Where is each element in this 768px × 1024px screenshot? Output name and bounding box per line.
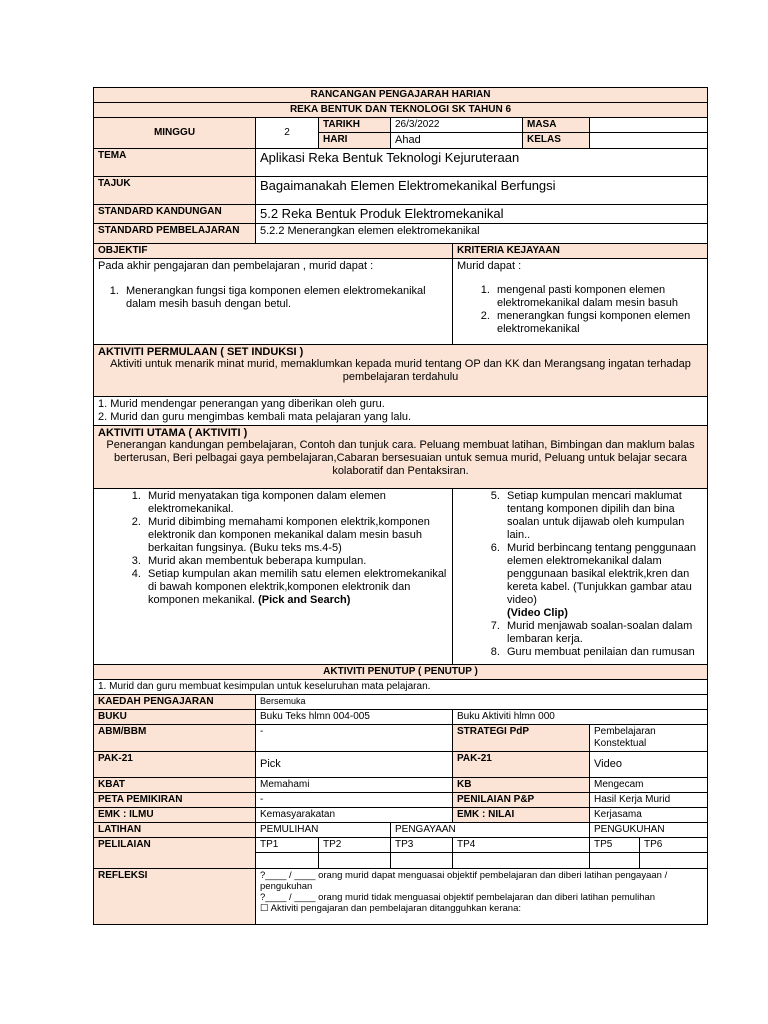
kriteria-intro: Murid dapat :: [457, 260, 522, 272]
utama-item: [503, 542, 703, 620]
sk-label: STANDARD KANDUNGAN: [94, 205, 256, 224]
refleksi-line: [260, 903, 703, 914]
utama-item: 8. Guru membuat penilaian dan rumusan: [503, 646, 703, 659]
abm-label: ABM/BBM: [94, 725, 256, 752]
kelas-label: KELAS: [523, 133, 590, 149]
masa-label: MASA: [523, 118, 590, 133]
sk-value: 5.2 Reka Bentuk Produk Elektromekanikal: [256, 205, 708, 224]
masa-value: [590, 118, 708, 133]
doc-title: RANCANGAN PENGAJARAH HARIAN: [94, 88, 708, 103]
pak21-value-1: Pick: [256, 752, 453, 778]
sp-label: STANDARD PEMBELAJARAN: [94, 224, 256, 244]
penilaian-value: Hasil Kerja Murid: [590, 793, 708, 808]
utama-item: 7. Murid menjawab soalan-soalan dalam lembaran kerja.: [503, 620, 703, 646]
kriteria-item: 1. mengenal pasti komponen elemen elektromekanikal dalam mesin basuh: [493, 284, 703, 310]
pak21-value-2: Video: [590, 752, 708, 778]
objektif-intro: Pada akhir pengajaran dan pembelajaran , murid dapat :: [98, 260, 374, 272]
pak21-label-2: PAK-21: [453, 752, 590, 778]
utama-item-text: Setiap kumpulan akan memilih satu elemen elektromekanikal di bawah komponen elektrik,komponen elektronik dan komponen mekanikal.: [148, 568, 447, 606]
peta-value: -: [256, 793, 453, 808]
utama-item: 1. Murid menyatakan tiga komponen dalam elemen elektromekanikal.: [144, 490, 448, 516]
hari-label: HARI: [319, 133, 391, 149]
strategi-value: Pembelajaran Konstektual: [590, 725, 708, 752]
tp3-label: TP3: [391, 838, 453, 853]
kbat-value: Memahami: [256, 778, 453, 793]
utama-item: 5. Setiap kumpulan mencari maklumat tentang komponen dipilih dan bina soalan untuk dijawab oleh kumpulan lain..: [503, 490, 703, 542]
latihan-pengukuhan: PENGUKUHAN: [590, 823, 708, 838]
utama-desc: Penerangan kandungan pembelajaran, Contoh dan tunjuk cara. Peluang membuat latihan, Bimbingan dan maklum balas berterusan, Beri pelbagai gaya pembelajaran,Cabaran bersesuaian untuk semua murid, Peluang untuk belajar secara kolaboratif dan Pentaksiran.: [106, 439, 695, 477]
minggu-value: 2: [256, 118, 319, 149]
tp5-cell[interactable]: [590, 853, 640, 869]
refleksi-label: REFLEKSI: [94, 869, 256, 925]
utama-left: [94, 489, 453, 665]
kaedah-label: KAEDAH PENGAJARAN: [94, 695, 256, 710]
penilaian-label: PENILAIAN P&P: [453, 793, 590, 808]
objektif-label: OBJEKTIF: [94, 244, 453, 259]
tarikh-value: 26/3/2022: [391, 118, 523, 133]
pelilaian-label: PELILAIAN: [94, 838, 256, 869]
kriteria-cell: [453, 259, 708, 345]
emk-ilmu-label: EMK : ILMU: [94, 808, 256, 823]
tajuk-value: Bagaimanakah Elemen Elektromekanikal Berfungsi: [256, 177, 708, 205]
utama-item: 2. Murid dibimbing memahami komponen elektrik,komponen elektronik dan komponen mekanikal dalam mesin basuh berkaitan fungsinya. (Buku teks ms.4-5): [144, 516, 448, 555]
tajuk-label: TAJUK: [94, 177, 256, 205]
pak21-label-1: PAK-21: [94, 752, 256, 778]
tp1-label: TP1: [256, 838, 319, 853]
permulaan-step: 1. Murid mendengar penerangan yang diberikan oleh guru.: [98, 398, 385, 410]
tema-value: Aplikasi Reka Bentuk Teknologi Kejuruteraan: [256, 149, 708, 177]
refleksi-line: ?____ / ____ orang murid dapat menguasai objektif pembelajaran dan diberi latihan pengayaan / pengukuhan: [260, 870, 668, 892]
objektif-cell: [94, 259, 453, 345]
refleksi-value: [256, 869, 708, 925]
utama-item: 3. Murid akan membentuk beberapa kumpulan.: [144, 555, 448, 568]
buku-value-2: Buku Aktiviti hlmn 000: [453, 710, 708, 725]
buku-value-1: Buku Teks hlmn 004-005: [256, 710, 453, 725]
tp3-cell[interactable]: [391, 853, 453, 869]
permulaan-step: 2. Murid dan guru mengimbas kembali mata pelajaran yang lalu.: [98, 411, 412, 423]
tp1-cell[interactable]: [256, 853, 319, 869]
kaedah-value: Bersemuka: [256, 695, 708, 710]
sp-value: 5.2.2 Menerangkan elemen elektromekanikal: [256, 224, 708, 244]
emk-nilai-label: EMK : NILAI: [453, 808, 590, 823]
utama-item-text: Murid berbincang tentang penggunaan elemen elektromekanikal dalam penggunaan basikal elektrik,kren dan kereta kabel. (Tunjukkan gambar atau video): [507, 542, 696, 606]
kelas-value: [590, 133, 708, 149]
tarikh-label: TARIKH: [319, 118, 391, 133]
tp6-label: TP6: [640, 838, 708, 853]
tp4-label: TP4: [453, 838, 590, 853]
kb-value: Mengecam: [590, 778, 708, 793]
tp4-cell[interactable]: [453, 853, 590, 869]
kb-label: KB: [453, 778, 590, 793]
buku-label: BUKU: [94, 710, 256, 725]
latihan-pengayaan: PENGAYAAN: [391, 823, 590, 838]
emk-nilai-value: Kerjasama: [590, 808, 708, 823]
abm-value: -: [256, 725, 453, 752]
tp5-label: TP5: [590, 838, 640, 853]
utama-item-strategy: (Pick and Search): [258, 594, 351, 606]
penutup-title: AKTIVITI PENUTUP ( PENUTUP ): [94, 665, 708, 680]
objektif-item: 1. Menerangkan fungsi tiga komponen elemen elektromekanikal dalam mesih basuh dengan betul.: [122, 285, 448, 311]
minggu-label: MINGGU: [94, 118, 256, 149]
refleksi-line-text: Aktiviti pengajaran dan pembelajaran ditangguhkan kerana:: [270, 903, 521, 914]
utama-title: AKTIVITI UTAMA ( AKTIVITI ): [98, 427, 248, 439]
peta-label: PETA PEMIKIRAN: [94, 793, 256, 808]
checkbox-icon[interactable]: ☐: [260, 903, 269, 914]
utama-item-strategy: (Video Clip): [507, 607, 568, 619]
tp2-label: TP2: [319, 838, 391, 853]
doc-subtitle: REKA BENTUK DAN TEKNOLOGI SK TAHUN 6: [94, 103, 708, 118]
rph-table: [93, 87, 708, 925]
permulaan-section: [94, 345, 708, 397]
utama-item: [144, 568, 448, 607]
permulaan-desc: Aktiviti untuk menarik minat murid, memaklumkan kepada murid tentang OP dan KK dan Merangsang ingatan terhadap pembelajaran terdahulu: [110, 358, 691, 383]
hari-value: Ahad: [391, 133, 523, 149]
strategi-label: STRATEGI PdP: [453, 725, 590, 752]
latihan-pemulihan: PEMULIHAN: [256, 823, 391, 838]
kriteria-label: KRITERIA KEJAYAAN: [453, 244, 708, 259]
tp6-cell[interactable]: [640, 853, 708, 869]
emk-ilmu-value: Kemasyarakatan: [256, 808, 453, 823]
penutup-step: 1. Murid dan guru membuat kesimpulan untuk keseluruhan mata pelajaran.: [94, 680, 708, 695]
utama-section: [94, 426, 708, 489]
tema-label: TEMA: [94, 149, 256, 177]
kbat-label: KBAT: [94, 778, 256, 793]
refleksi-line: ?____ / ____ orang murid tidak menguasai objektif pembelajaran dan diberi latihan pemulihan: [260, 892, 656, 903]
kriteria-item: 2. menerangkan fungsi komponen elemen elektromekanikal: [493, 310, 703, 336]
utama-right: [453, 489, 708, 665]
permulaan-title: AKTIVITI PERMULAAN ( SET INDUKSI ): [98, 346, 304, 358]
permulaan-steps: [94, 397, 708, 426]
latihan-label: LATIHAN: [94, 823, 256, 838]
tp2-cell[interactable]: [319, 853, 391, 869]
